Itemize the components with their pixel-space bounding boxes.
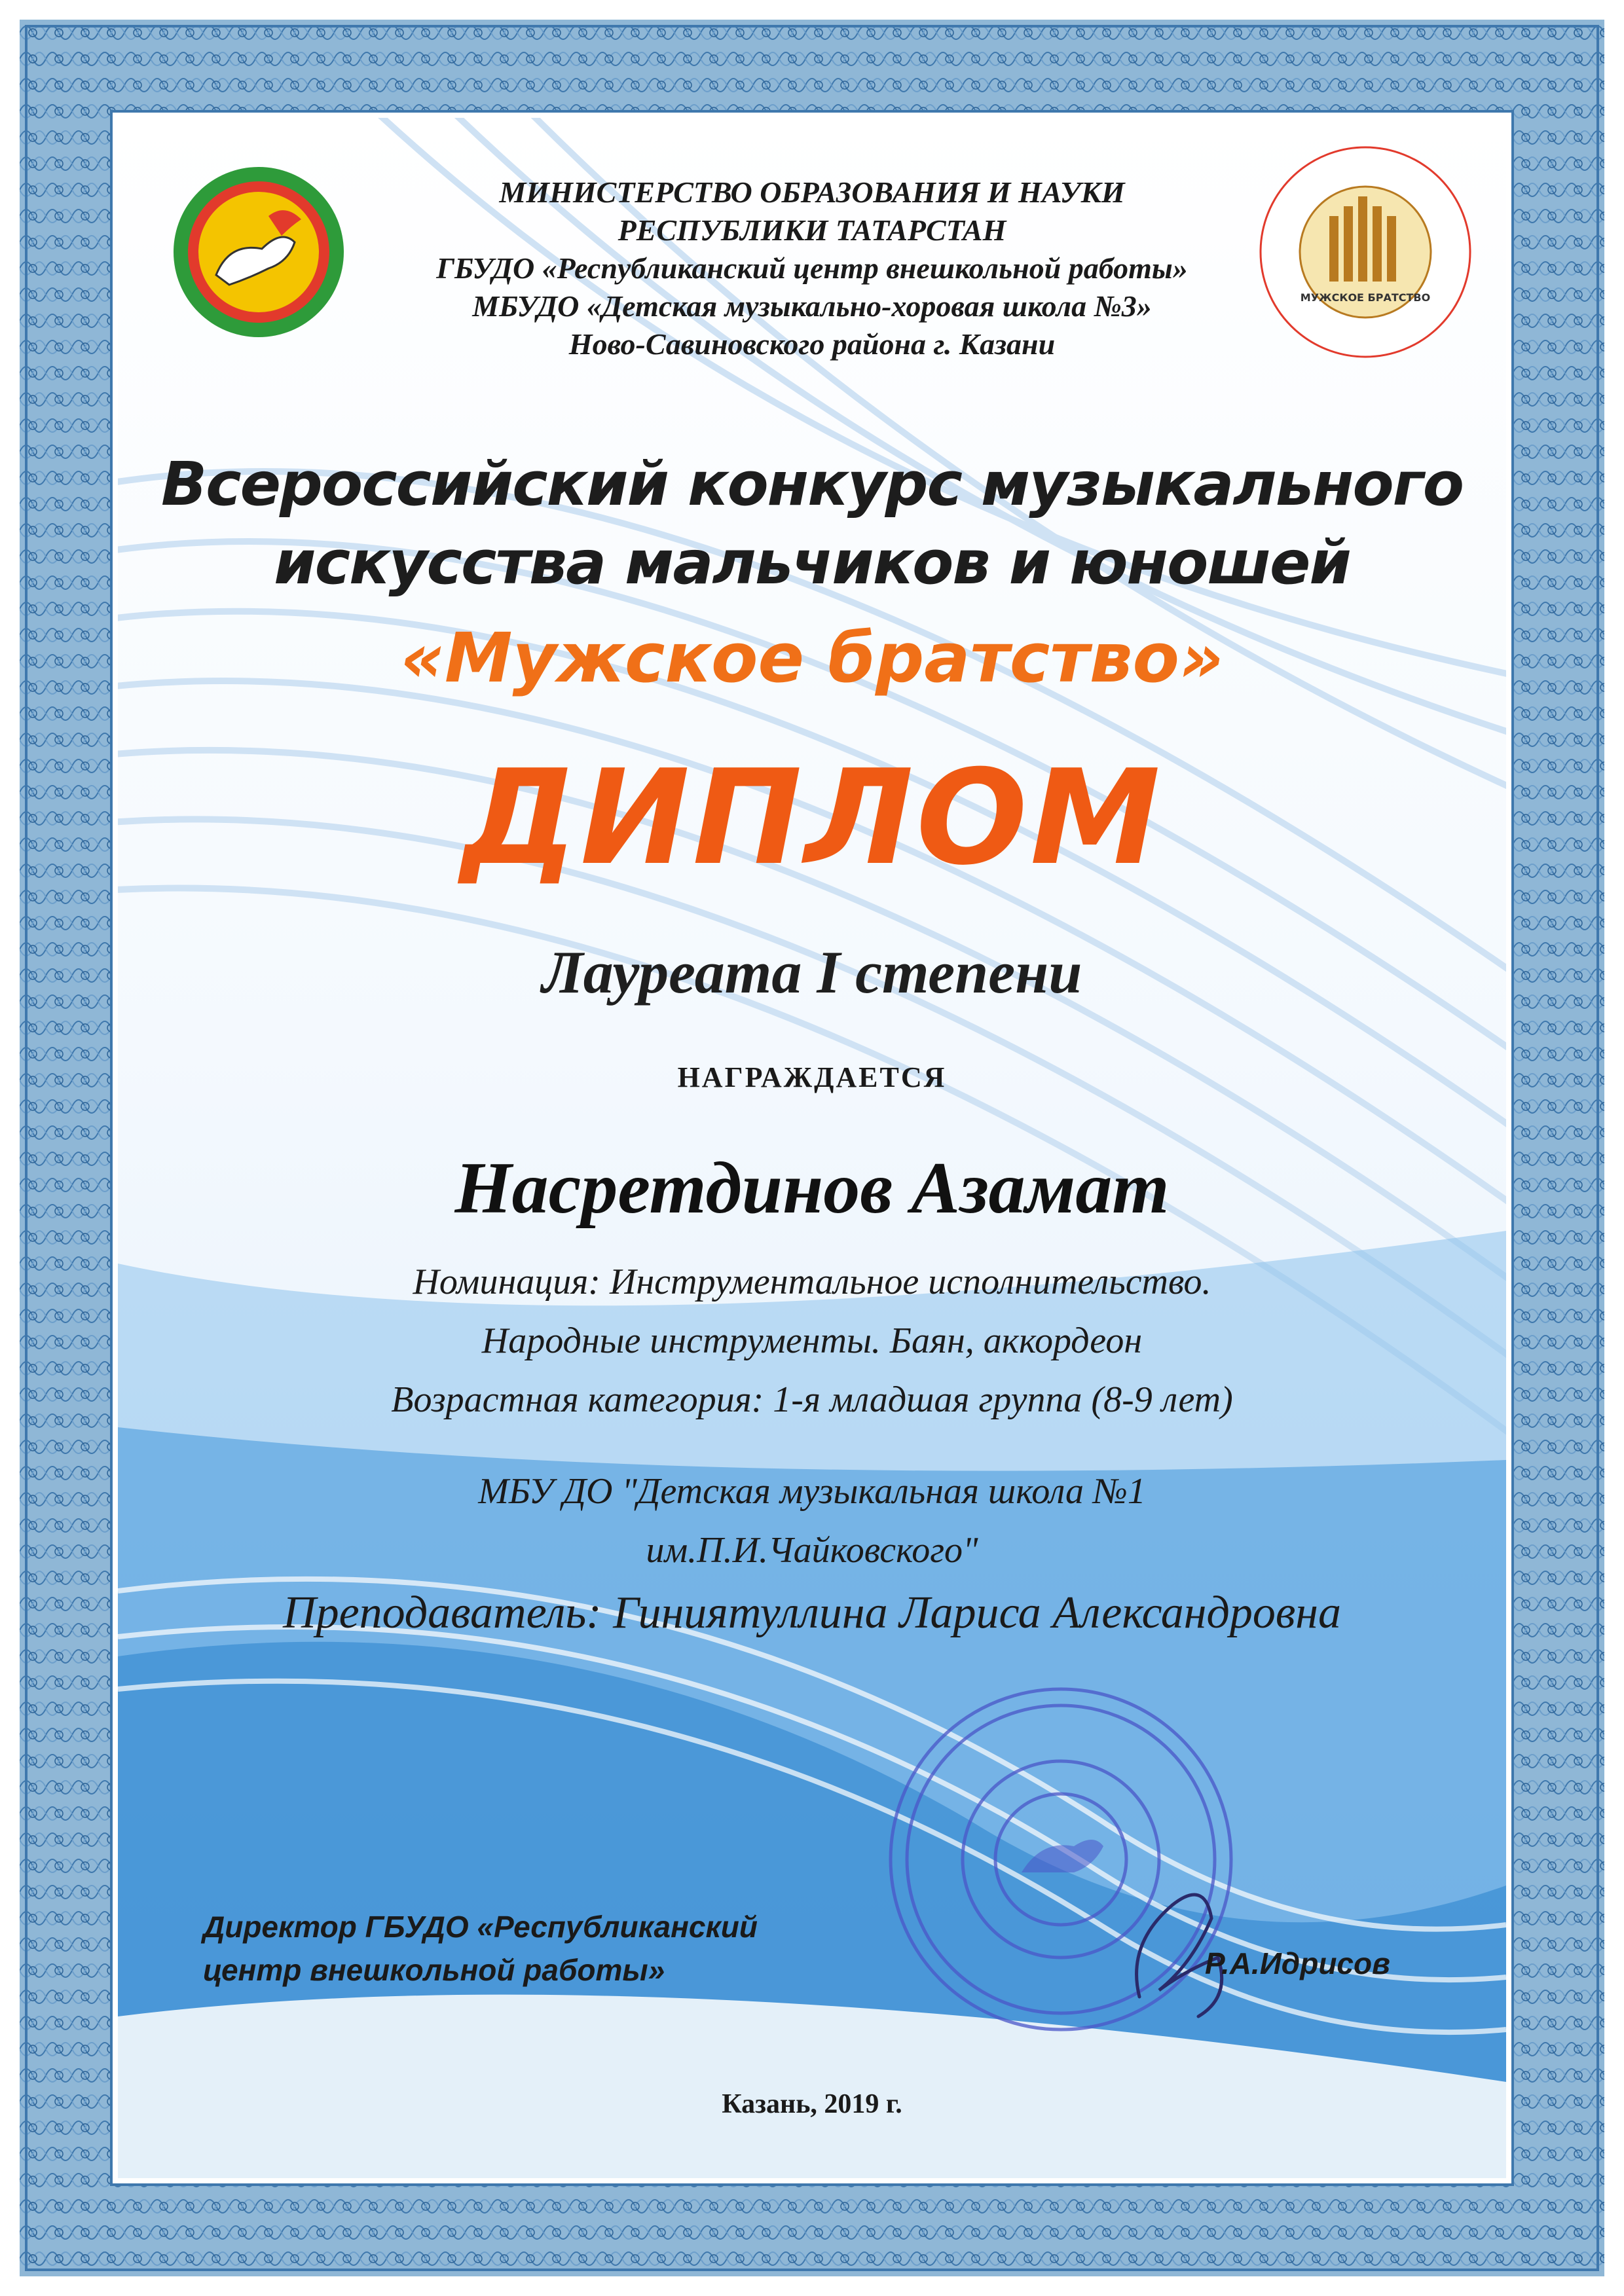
ministry-line2: РЕСПУБЛИКИ ТАТАРСТАН (618, 213, 1006, 247)
director-title (203, 1905, 792, 1992)
awarded-label: НАГРАЖДАЕТСЯ (677, 1061, 947, 1093)
organizer-line3: Ново-Савиновского района г. Казани (568, 327, 1056, 361)
diploma-body (118, 118, 1506, 2178)
school-line2: им.П.И.Чайковского" (646, 1530, 978, 1571)
diploma-heading: ДИПЛОМ (460, 742, 1164, 894)
nomination-line1: Номинация: Инструментальное исполнительство. (413, 1262, 1211, 1302)
svg-text:МУЖСКОЕ БРАТСТВО: МУЖСКОЕ БРАТСТВО (1300, 291, 1431, 304)
nomination-line2: Народные инструменты. Баян, аккордеон (481, 1321, 1143, 1361)
contest-name: «Мужское братство» (400, 618, 1224, 698)
city-year: Казань, 2019 г. (722, 2089, 902, 2119)
teacher: Преподаватель: Гиниятуллина Лариса Александровна (283, 1588, 1341, 1638)
laureate-degree: Лауреата I степени (542, 939, 1082, 1006)
recipient-name: Насретдинов Азамат (454, 1148, 1170, 1229)
director-line2: центр внешкольной работы» (203, 1953, 665, 1987)
ministry-line1: МИНИСТЕРСТВО ОБРАЗОВАНИЯ И НАУКИ (499, 175, 1125, 209)
director-line1: Директор ГБУДО «Республиканский (203, 1910, 758, 1944)
signer-name: Р.А.Идрисов (1205, 1946, 1390, 1980)
organizer-line2: МБУДО «Детская музыкально-хоровая школа №3» (472, 289, 1152, 323)
organizer-line1: ГБУДО «Республиканский центр внешкольной работы» (436, 251, 1188, 285)
contest-title-line2: искусства мальчиков и юношей (274, 528, 1350, 598)
contest-title-line1: Всероссийский конкурс музыкального (160, 449, 1464, 519)
age-category: Возрастная категория: 1-я младшая группа (8-9 лет) (391, 1379, 1233, 1420)
school-line1: МБУ ДО "Детская музыкальная школа №1 (478, 1471, 1146, 1512)
